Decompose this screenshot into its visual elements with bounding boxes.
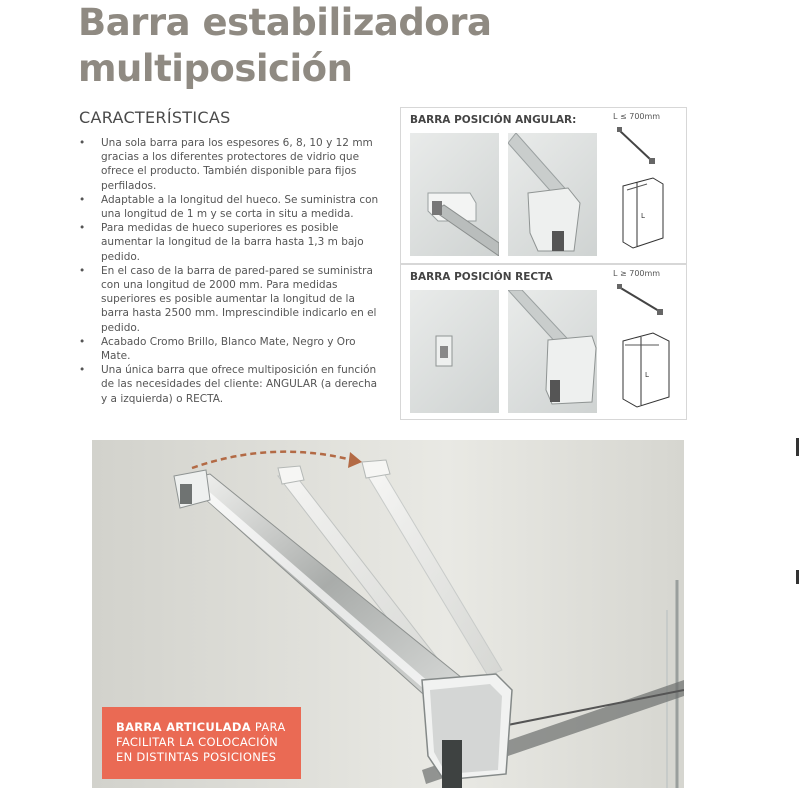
callout-line-1 [116,720,301,735]
angular-clamp-image [508,133,597,256]
title-line-2: multiposición [78,47,353,90]
angular-position-panel [400,107,687,264]
straight-panel-label: BARRA POSICIÓN RECTA [410,271,553,283]
feature-item: • En el caso de la barra de pared-pared se suministra con una longitud de 2000 mm. Para medidas superiores es posible aumentar la longitud de la barra hasta 2500 mm. Imprescindible indicarlo en el pedido. [79,264,379,335]
straight-dimension-label: L ≥ 700mm [613,269,661,278]
feature-item: • Adaptable a la longitud del hueco. Se suministra con una longitud de 1 m y se corta in situ a medida. [79,193,379,221]
straight-clamp-image [508,290,597,413]
straight-wall-bracket-image [410,290,499,413]
angular-detail-photo-1 [410,133,499,256]
page-title [78,0,491,92]
title-line-1: Barra estabilizadora [78,1,492,44]
callout-rest: PARA [250,720,286,734]
angular-shower-diagram [607,108,685,263]
feature-item: • Acabado Cromo Brillo, Blanco Mate, Negro y Oro Mate. [79,335,379,363]
feature-item: • Una sola barra para los espesores 6, 8, 10 y 12 mm gracias a los diferentes protectores de vidrio que ofrece el producto. También disponible para fijos perfilados. [79,136,379,193]
straight-shower-diagram [607,265,685,419]
feature-item: • Para medidas de hueco superiores es posible aumentar la longitud de la barra hasta 1,3 m bajo pedido. [79,221,379,264]
articulated-bar-callout [102,707,301,779]
straight-position-panel [400,264,687,420]
angular-panel-label: BARRA POSICIÓN ANGULAR: [410,114,577,126]
feature-item: • Una única barra que ofrece multiposición en función de las necesidades del cliente: ANGULAR (a derecha y a izquierda) o RECTA. [79,363,379,406]
callout-bold: BARRA ARTICULADA [116,720,251,734]
callout-line-2: FACILITAR LA COLOCACIÓN [116,735,279,749]
page-edge-marks [796,430,800,630]
angular-diagram-letter: L [641,212,645,220]
callout-line-3: EN DISTINTAS POSICIONES [116,750,277,764]
features-heading: CARACTERÍSTICAS [79,108,231,127]
angular-dimension-label: L ≤ 700mm [613,112,661,121]
features-list [79,136,379,406]
angular-bracket-image [410,133,499,256]
straight-detail-photo-2 [508,290,597,413]
straight-detail-photo-1 [410,290,499,413]
angular-detail-photo-2 [508,133,597,256]
straight-diagram-letter: L [645,371,649,379]
